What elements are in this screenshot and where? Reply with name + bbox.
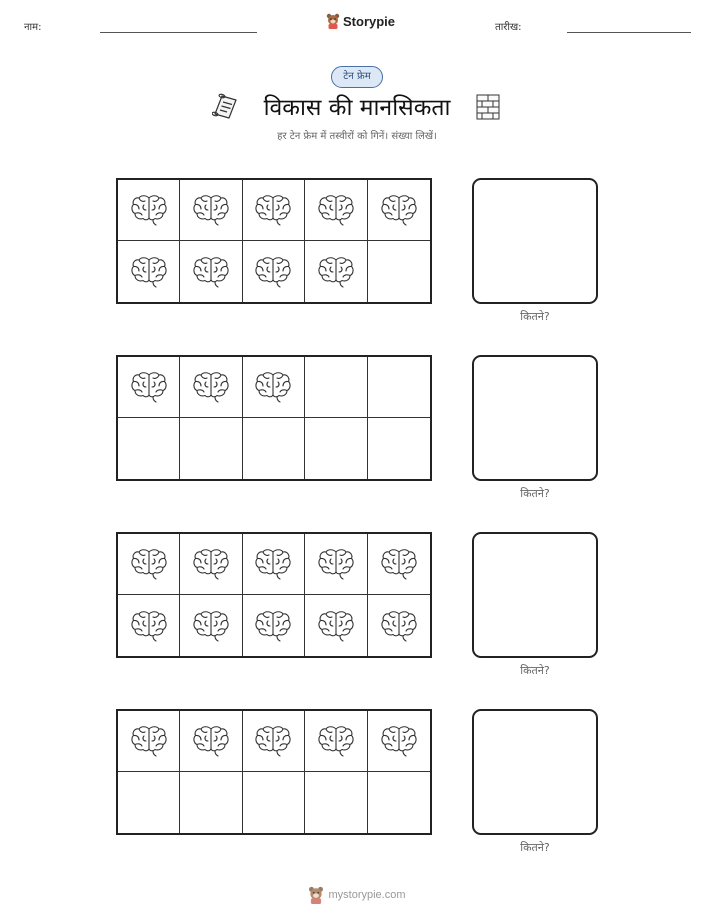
ten-frame-cell [118,595,180,656]
ten-frame-cell [243,357,305,418]
page-title: विकास की मानसिकता [263,95,451,121]
brain-icon [254,609,292,643]
ten-frame-cell [180,357,242,418]
brick-wall-icon [476,94,500,120]
brain-icon [130,609,168,643]
ten-frame-cell [368,418,430,479]
ten-frame-cell [118,180,180,241]
brain-icon [254,255,292,289]
ten-frame-cell [180,241,242,302]
brain-icon [130,724,168,758]
date-label: तारीख: [495,22,522,33]
brain-icon [254,547,292,581]
brain-icon [192,724,230,758]
ten-frame-cell [368,180,430,241]
ten-frame-cell [368,534,430,595]
brain-icon [317,547,355,581]
ten-frame-cell [305,180,367,241]
brain-icon [380,609,418,643]
brain-icon [130,370,168,404]
answer-box-3[interactable] [472,532,598,658]
ten-frame-cell [243,595,305,656]
answer-label-2: कितने? [520,487,550,500]
ten-frame-cell [305,357,367,418]
brain-icon [254,193,292,227]
answer-label-3: कितने? [520,664,550,677]
ten-frame-2 [116,355,432,481]
brain-icon [130,193,168,227]
ten-frame-cell [305,595,367,656]
answer-box-1[interactable] [472,178,598,304]
brain-icon [317,609,355,643]
brain-icon [192,609,230,643]
ten-frame-cell [243,180,305,241]
brain-icon [192,370,230,404]
ten-frame-cell [180,711,242,772]
ten-frame-cell [368,595,430,656]
date-line[interactable] [567,32,691,33]
bear-mascot-icon [326,13,340,29]
ten-frame-cell [118,357,180,418]
ten-frame-cell [243,241,305,302]
brain-icon [192,547,230,581]
instructions: हर टेन फ्रेम में तस्वीरों को गिनें। संख्या लिखें। [277,131,437,142]
name-line[interactable] [100,32,257,33]
footer [0,886,714,904]
ten-frame-cell [180,534,242,595]
answer-box-4[interactable] [472,709,598,835]
ten-frame-cell [243,534,305,595]
ten-frame-cell [368,241,430,302]
brand-name: Storypie [343,13,396,29]
bear-mascot-icon [308,886,324,904]
ten-frame-cell [305,772,367,833]
answer-label-1: कितने? [520,310,550,323]
ten-frame-cell [118,241,180,302]
brain-icon [317,724,355,758]
ten-frame-cell [368,711,430,772]
brain-icon [130,547,168,581]
brain-icon [380,193,418,227]
brain-icon [380,724,418,758]
footer-url[interactable]: mystorypie.com [328,889,406,901]
ten-frame-4 [116,709,432,835]
name-label: नाम: [24,22,42,33]
ten-frame-cell [305,711,367,772]
ten-frame-3 [116,532,432,658]
brain-icon [380,547,418,581]
ten-frame-cell [368,772,430,833]
ten-frame-cell [118,418,180,479]
brain-icon [130,255,168,289]
brain-icon [192,193,230,227]
ten-frame-cell [180,772,242,833]
brain-icon [317,255,355,289]
brand-logo [326,13,395,29]
ten-frame-cell [180,595,242,656]
ten-frame-cell [118,534,180,595]
topic-badge: टेन फ्रेम [331,66,383,88]
ten-frame-cell [305,534,367,595]
ten-frame-cell [368,357,430,418]
ten-frame-cell [243,418,305,479]
ten-frame-cell [305,241,367,302]
brain-icon [192,255,230,289]
ten-frame-cell [305,418,367,479]
ten-frame-cell [243,772,305,833]
ten-frame-1 [116,178,432,304]
answer-label-4: कितने? [520,841,550,854]
answer-box-2[interactable] [472,355,598,481]
ten-frame-cell [180,418,242,479]
ten-frame-cell [118,772,180,833]
ten-frame-cell [243,711,305,772]
ten-frame-cell [118,711,180,772]
brain-icon [254,724,292,758]
ten-frame-cell [180,180,242,241]
brain-icon [254,370,292,404]
brain-icon [317,193,355,227]
